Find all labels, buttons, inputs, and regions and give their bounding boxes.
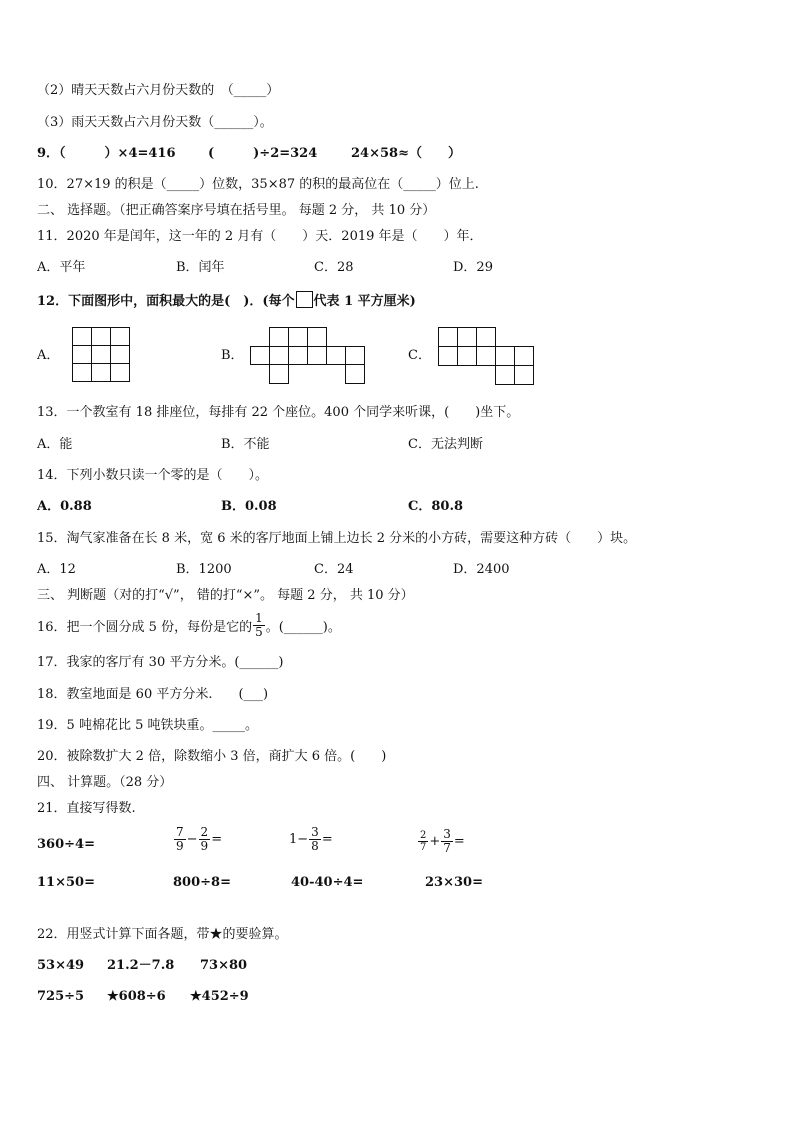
q15-option-a: A．12 [37,562,76,577]
q22-item: 73×80 [200,958,248,973]
q21-expr-8: 23×30= [425,875,483,890]
q21-expr-4-operator: + [429,834,441,849]
q21-expr-4-num-2: 3 [443,827,451,841]
q21-stem: 21．直接写得数. [37,801,136,816]
q9-part-a: 9．（ ）×4=416 [37,146,176,161]
q17: 17．我家的客厅有 30 平方分米。(______) [37,655,284,670]
q21-expr-3-den: 8 [311,839,319,853]
q12-shape-a [72,327,130,382]
q21-expr-3-frac [309,826,321,853]
q12-option-a: A． [37,348,60,363]
q21-expr-2-equals: = [211,832,223,847]
section-2-heading: 二、 选择题。（把正确答案序号填在括号里。 每题 2 分， 共 10 分） [37,203,436,218]
q22-item: 725÷5 [37,989,85,1004]
q16-post: 。(______)。 [265,620,341,635]
q21-expr-2-frac-2 [199,826,211,853]
q11-stem: 11．2020 年是闰年，这一年的 2 月有（ ）天．2019 年是（ ）年． [37,229,483,244]
q14-stem: 14．下列小数只读一个零的是（ ）。 [37,468,269,483]
q21-expr-4-den-1: 7 [420,842,427,853]
q21-expr-4-frac-2 [441,828,453,855]
q19: 19．5 吨棉花比 5 吨铁块重。_____。 [37,718,258,733]
q12-option-b: B． [221,348,244,363]
q12-option-c: C． [408,348,431,363]
q21-expr-2-den-2: 9 [200,839,209,853]
q12-shape-b [250,327,365,384]
q13-stem: 13．一个教室有 18 排座位，每排有 22 个座位。400 个同学来听课，( )坐下。 [37,405,520,420]
q22-item: ★452÷9 [190,989,249,1004]
section-4-heading: 四、 计算题。（28 分） [37,775,173,790]
q18: 18．教室地面是 60 平方分米. (___) [37,687,269,702]
q21-expr-2-num-2: 2 [200,825,209,839]
q15-option-c: C．24 [314,562,354,577]
q16-pre: 16．把一个圆分成 5 份，每份是它的 [37,620,253,635]
q21-expr-2-operator: − [186,832,198,847]
q16-fraction-denominator: 5 [255,625,263,639]
q22-item: 21.2－7.8 [107,958,175,973]
q21-expr-4-equals: = [453,834,465,849]
q20: 20．被除数扩大 2 倍，除数缩小 3 倍，商扩大 6 倍。( ) [37,749,387,764]
q14-option-c: C．80.8 [408,499,464,514]
q16-fraction [253,612,265,639]
q21-expr-3-equals: = [321,832,333,847]
section-3-heading: 三、 判断题（对的打“√”， 错的打“×”。 每题 2 分， 共 10 分） [37,588,414,603]
q11-option-d: D．29 [453,260,493,275]
q12-stem-b: 代表 1 平方厘米) [313,294,416,309]
q9-part-c: 24×58≈（ ） [351,146,461,161]
q14-option-b: B．0.08 [221,499,277,514]
q14-option-a: A．0.88 [37,499,92,514]
q21-expr-2-den-1: 9 [176,839,184,853]
q-cont-line-3: （3）雨天天数占六月份天数（______）。 [37,115,273,130]
q21-expr-2-frac-1 [174,826,186,853]
q-cont-line-2: （2）晴天天数占六月份天数的 （_____） [37,83,280,98]
q16 [37,612,341,639]
q21-expr-1: 360÷4= [37,837,95,852]
q21-expr-4-num-1: 2 [420,830,427,841]
q11-option-b: B．闰年 [176,260,225,275]
q21-expr-3-num: 3 [311,825,319,839]
q22-stem: 22．用竖式计算下面各题，带★的要验算。 [37,927,288,942]
q12-stem-a: 12．下面图形中，面积最大的是( )．(每个 [37,294,295,309]
q21-expr-5: 11×50= [37,875,95,890]
unit-square-icon [296,291,313,308]
q21-expr-3 [289,826,333,853]
q21-expr-4-frac-1 [418,830,428,853]
q11-option-c: C．28 [314,260,354,275]
q15-stem: 15．淘气家准备在长 8 米，宽 6 米的客厅地面上铺上边长 2 分米的小方砖，需要这种方砖（ ）块。 [37,531,637,546]
q15-option-d: D．2400 [453,562,510,577]
q21-expr-2 [173,826,222,853]
q21-expr-7: 40-40÷4= [291,875,364,890]
q13-option-a: A．能 [37,437,73,452]
q12-shape-c [438,327,534,385]
q13-option-b: B．不能 [221,437,270,452]
q21-expr-3-pre: 1− [289,832,309,847]
q16-fraction-numerator: 1 [255,611,263,625]
q21-expr-2-num-1: 7 [176,825,184,839]
q21-expr-4 [417,828,465,855]
q21-expr-4-den-2: 7 [443,841,451,855]
q22-item: 53×49 [37,958,85,973]
q11-option-a: A．平年 [37,260,86,275]
q15-option-b: B．1200 [176,562,232,577]
q10: 10．27×19 的积是（_____）位数，35×87 的积的最高位在（_____）位上. [37,177,479,192]
q12-stem [37,291,416,310]
q21-expr-6: 800÷8= [173,875,231,890]
q13-option-c: C．无法判断 [408,437,483,452]
q22-item: ★608÷6 [107,989,166,1004]
q9-part-b: ( )÷2=324 [208,146,318,161]
